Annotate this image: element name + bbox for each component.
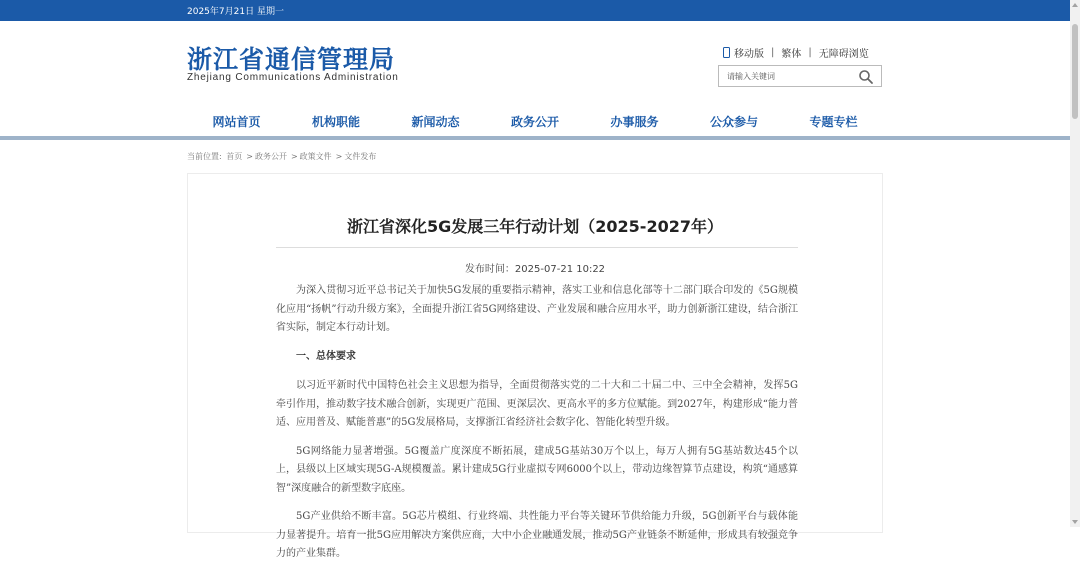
scroll-up-arrow-icon[interactable] xyxy=(1072,3,1078,7)
traditional-chinese-link[interactable]: 繁体 xyxy=(781,48,802,60)
search-box xyxy=(718,65,882,87)
nav-item-public-participation[interactable]: 公众参与 xyxy=(709,115,758,129)
site-logo-english: Zhejiang Communications Administration xyxy=(187,72,399,83)
nav-item-home[interactable]: 网站首页 xyxy=(212,115,261,129)
breadcrumb-document-release[interactable]: 文件发布 xyxy=(344,152,377,161)
search-input[interactable] xyxy=(727,69,847,83)
article-paragraph: 以习近平新时代中国特色社会主义思想为指导，全面贯彻落实党的二十大和二十届二中、三中全会精神，发挥5G牵引作用，推动数字技术融合创新，实现更广范围、更深层次、更高水平的多方位赋能。到2027年，构建形成“能力普适、应用普及、赋能普惠”的5G发展格局，支撑浙江省经济社会数字化、智能化转型升级。 xyxy=(276,380,798,428)
breadcrumb-arrow-icon: > xyxy=(335,152,343,161)
breadcrumb xyxy=(187,151,378,162)
current-date: 2025年7月21日 星期一 xyxy=(187,7,284,17)
nav-item-services[interactable]: 办事服务 xyxy=(610,115,659,129)
link-separator: | xyxy=(771,46,775,58)
nav-item-news[interactable]: 新闻动态 xyxy=(411,115,460,129)
search-icon[interactable] xyxy=(858,69,874,85)
breadcrumb-arrow-icon: > xyxy=(290,152,298,161)
site-logo[interactable]: 浙江省通信管理局 xyxy=(187,45,396,74)
breadcrumb-label: 当前位置: xyxy=(187,152,222,161)
article-container xyxy=(187,173,883,559)
article-paragraph-intro: 为深入贯彻习近平总书记关于加快5G发展的重要指示精神，落实工业和信息化部等十二部门联合印发的《5G规模化应用“扬帆”行动升级方案》，全面提升浙江省5G网络建设、产业发展和融合应用水平，助力创新浙江建设，结合浙江省实际，制定本行动计划。 xyxy=(276,285,798,333)
section-heading-general-requirements: 一、总体要求 xyxy=(296,350,356,362)
mobile-phone-icon xyxy=(723,47,730,58)
link-separator: | xyxy=(808,46,812,58)
article-body xyxy=(276,282,798,574)
article-title: 浙江省深化5G发展三年行动计划（2025-2027年） xyxy=(347,217,723,236)
scroll-down-arrow-icon[interactable] xyxy=(1072,520,1078,524)
accessible-browsing-link[interactable]: 无障碍浏览 xyxy=(818,48,869,60)
nav-divider xyxy=(0,136,1070,140)
breadcrumb-arrow-icon: > xyxy=(246,152,253,161)
scrollbar-thumb[interactable] xyxy=(1072,24,1078,119)
publish-time: 发布时间：2025-07-21 10:22 xyxy=(464,264,606,275)
breadcrumb-policy-documents[interactable]: 政策文件 xyxy=(299,152,332,161)
article-paragraph: 5G产业供给不断丰富。5G芯片模组、行业终端、共性能力平台等关键环节供给能力升级，5G创新平台与载体能力显著提升。培育一批5G应用解决方案供应商，大中小企业融通发展，推动5G产业链条不断延伸，形成具有较强竞争力的产业集群。 xyxy=(276,511,798,559)
article-paragraph: 5G网络能力显著增强。5G覆盖广度深度不断拓展，建成5G基站30万个以上，每万人拥有5G基站数达45个以上，县级以上区域实现5G-A规模覆盖。累计建成5G行业虚拟专网6000个以上，带动边缘智算节点建设，构筑“通感算智”深度融合的新型数字底座。 xyxy=(276,445,798,494)
nav-item-special-topics[interactable]: 专题专栏 xyxy=(809,115,858,129)
header-links xyxy=(723,45,869,59)
mobile-version-link[interactable]: 移动版 xyxy=(734,48,764,60)
breadcrumb-home[interactable]: 首页 xyxy=(226,152,243,161)
breadcrumb-government-affairs[interactable]: 政务公开 xyxy=(254,152,287,161)
title-divider xyxy=(276,247,798,248)
top-date-bar xyxy=(0,0,1070,21)
nav-item-government-affairs[interactable]: 政务公开 xyxy=(510,115,559,129)
nav-item-functions[interactable]: 机构职能 xyxy=(311,115,360,129)
page-scrollbar[interactable] xyxy=(1070,0,1080,527)
main-navigation xyxy=(187,111,883,133)
